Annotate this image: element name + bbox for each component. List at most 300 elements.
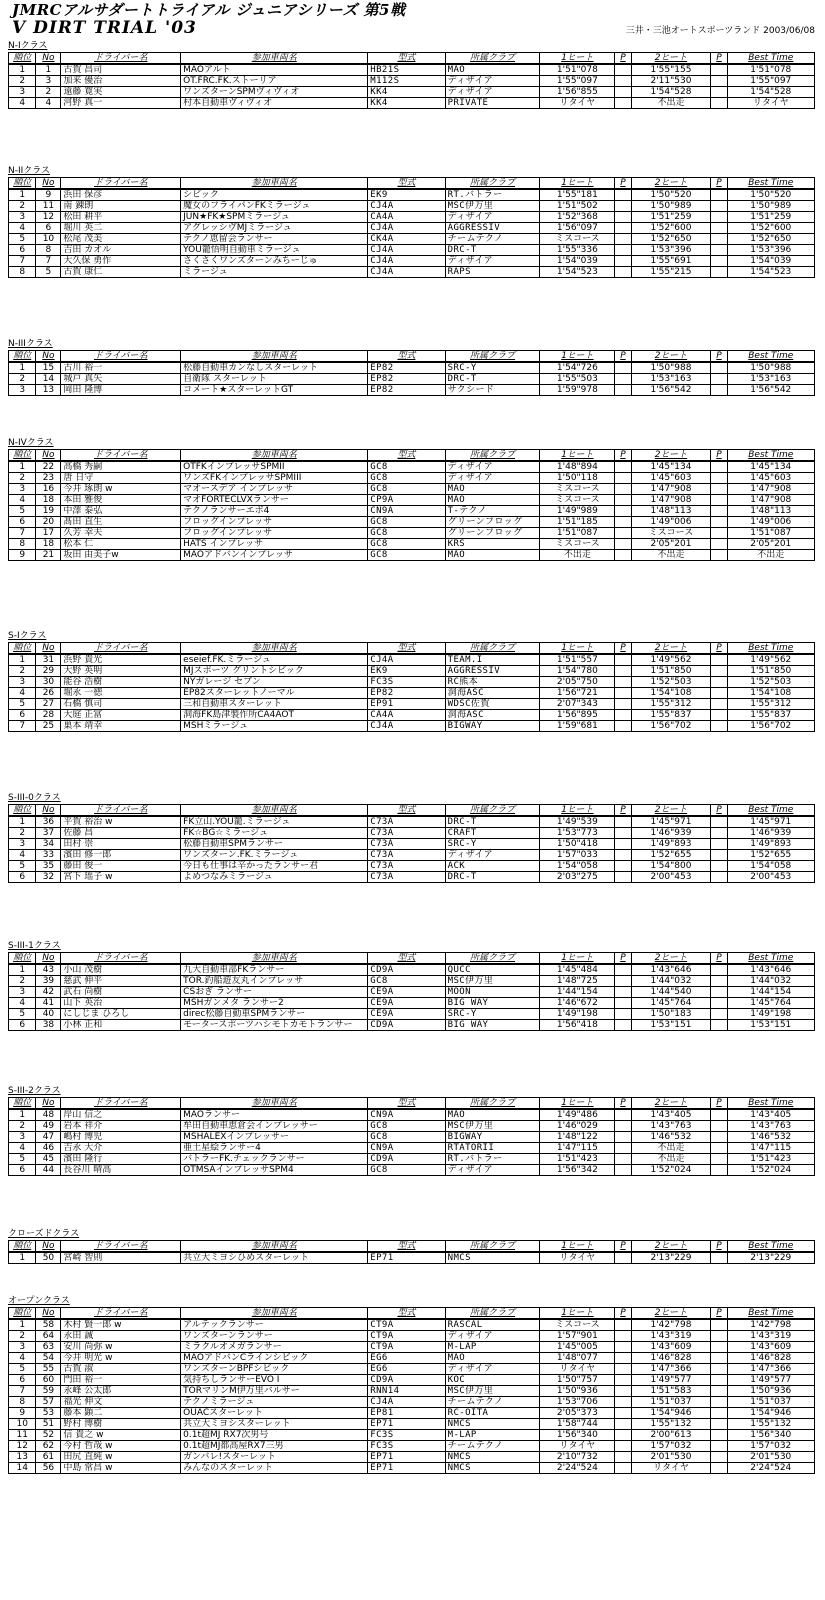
cell-club: BIG WAY xyxy=(445,998,540,1009)
cell-driver: 古賀 康仁 xyxy=(61,267,181,278)
cell-penalty1 xyxy=(615,539,631,550)
cell-best-time: 1'50"988 xyxy=(727,362,814,374)
cell-model: EP82 xyxy=(368,374,445,385)
table-row xyxy=(9,666,815,677)
cell-penalty1 xyxy=(615,1009,631,1020)
cell-rank: 5 xyxy=(9,1154,36,1165)
cell-heat2: ミスコース xyxy=(631,528,711,539)
column-header-club: 所属クラブ xyxy=(445,805,540,817)
cell-heat1: 1'44"154 xyxy=(540,987,615,998)
cell-car: direc松藤自動車SPMランサー xyxy=(181,1009,368,1020)
cell-model: CJ4A xyxy=(368,223,445,234)
table-row xyxy=(9,87,815,98)
cell-heat1: 1'50"418 xyxy=(540,839,615,850)
cell-car: 共立大ミヨシひめスターレット xyxy=(181,1252,368,1264)
table-row xyxy=(9,484,815,495)
cell-driver: 安川 尚弥 w xyxy=(61,1342,181,1353)
cell-penalty2 xyxy=(711,1009,727,1020)
cell-heat2: 1'44"032 xyxy=(631,976,711,987)
cell-penalty2 xyxy=(711,362,727,374)
cell-model: C73A xyxy=(368,850,445,861)
cell-penalty1 xyxy=(615,828,631,839)
cell-penalty2 xyxy=(711,850,727,861)
cell-penalty2 xyxy=(711,1109,727,1121)
cell-best-time: 1'54"039 xyxy=(727,256,814,267)
column-header-no: No xyxy=(36,351,61,363)
cell-model: CK4A xyxy=(368,234,445,245)
column-header-penalty2: P xyxy=(711,953,727,965)
cell-model: EP82 xyxy=(368,385,445,396)
cell-penalty1 xyxy=(615,267,631,278)
cell-heat2: 2'13"229 xyxy=(631,1252,711,1264)
cell-penalty2 xyxy=(711,688,727,699)
cell-no: 48 xyxy=(36,1109,61,1121)
column-header-best-time: Best Time xyxy=(727,450,814,462)
column-header-best-time: Best Time xyxy=(727,805,814,817)
cell-club: MSC伊万里 xyxy=(445,1386,540,1397)
cell-rank: 1 xyxy=(9,362,36,374)
cell-car: 0.1t超MJ RX7次男号 xyxy=(181,1430,368,1441)
cell-rank: 5 xyxy=(9,1009,36,1020)
column-header-model: 型式 xyxy=(368,53,445,65)
column-header-heat1: 1ヒート xyxy=(540,351,615,363)
cell-penalty2 xyxy=(711,1408,727,1419)
cell-best-time: 1'54"946 xyxy=(727,1408,814,1419)
cell-rank: 4 xyxy=(9,98,36,109)
cell-rank: 3 xyxy=(9,1132,36,1143)
cell-model: CD9A xyxy=(368,1020,445,1031)
cell-heat2: 1'44"540 xyxy=(631,987,711,998)
table-row xyxy=(9,1121,815,1132)
cell-driver: 宮下 瑶子 w xyxy=(61,872,181,883)
cell-driver: 本田 雅俊 xyxy=(61,495,181,506)
cell-rank: 6 xyxy=(9,245,36,256)
cell-penalty1 xyxy=(615,1463,631,1474)
cell-club: NMCS xyxy=(445,1452,540,1463)
cell-driver: 信 貴之 w xyxy=(61,1430,181,1441)
cell-club: DRC-T xyxy=(445,245,540,256)
cell-penalty2 xyxy=(711,539,727,550)
cell-rank: 4 xyxy=(9,998,36,1009)
cell-rank: 6 xyxy=(9,1375,36,1386)
cell-car: ガンバレ!スターレット xyxy=(181,1452,368,1463)
column-header-club: 所属クラブ xyxy=(445,178,540,190)
column-header-penalty1: P xyxy=(615,805,631,817)
table-row xyxy=(9,1375,815,1386)
column-header-model: 型式 xyxy=(368,1241,445,1253)
cell-no: 29 xyxy=(36,666,61,677)
cell-driver: 巣本 靖幸 xyxy=(61,721,181,732)
cell-no: 12 xyxy=(36,212,61,223)
column-header-penalty1: P xyxy=(615,178,631,190)
cell-penalty1 xyxy=(615,245,631,256)
cell-model: CE9A xyxy=(368,987,445,998)
cell-driver: 今井 琢朗 w xyxy=(61,484,181,495)
cell-heat1: 2'05"750 xyxy=(540,677,615,688)
cell-penalty2 xyxy=(711,1143,727,1154)
cell-best-time: 1'51"423 xyxy=(727,1154,814,1165)
cell-no: 34 xyxy=(36,839,61,850)
cell-penalty2 xyxy=(711,223,727,234)
cell-driver: 松尾 茂美 xyxy=(61,234,181,245)
cell-driver: 佐藤 昌 xyxy=(61,828,181,839)
cell-rank: 3 xyxy=(9,484,36,495)
cell-best-time: 1'49"562 xyxy=(727,654,814,666)
cell-best-time: 1'49"198 xyxy=(727,1009,814,1020)
cell-driver: 今村 哲哉 w xyxy=(61,1441,181,1452)
column-header-rank: 順位 xyxy=(9,1098,36,1110)
cell-heat1: 1'55"336 xyxy=(540,245,615,256)
cell-club: BIG WAY xyxy=(445,1020,540,1031)
cell-club: KRS xyxy=(445,539,540,550)
cell-car: 三和自動車スターレット xyxy=(181,699,368,710)
results-table xyxy=(8,804,815,883)
table-row xyxy=(9,1342,815,1353)
cell-model: FC3S xyxy=(368,1441,445,1452)
cell-heat1: リタイヤ xyxy=(540,1364,615,1375)
cell-rank: 5 xyxy=(9,234,36,245)
column-header-penalty1: P xyxy=(615,1241,631,1253)
cell-no: 14 xyxy=(36,374,61,385)
cell-driver: 武石 尚樹 xyxy=(61,987,181,998)
cell-penalty1 xyxy=(615,976,631,987)
column-header-heat1: 1ヒート xyxy=(540,1308,615,1320)
column-header-rank: 順位 xyxy=(9,178,36,190)
column-header-penalty1: P xyxy=(615,643,631,655)
cell-rank: 2 xyxy=(9,1331,36,1342)
cell-heat2: 1'54"108 xyxy=(631,688,711,699)
cell-model: EP71 xyxy=(368,1463,445,1474)
cell-rank: 6 xyxy=(9,872,36,883)
cell-club: RT.バトラー xyxy=(445,1154,540,1165)
column-header-best-time: Best Time xyxy=(727,53,814,65)
cell-rank: 2 xyxy=(9,76,36,87)
cell-heat2: 1'55"837 xyxy=(631,710,711,721)
header-row xyxy=(9,351,815,363)
table-row xyxy=(9,1319,815,1331)
cell-car: アグレッシヴMJミラージュ xyxy=(181,223,368,234)
cell-heat1: 1'56"097 xyxy=(540,223,615,234)
cell-penalty1 xyxy=(615,1020,631,1031)
cell-heat2: リタイヤ xyxy=(631,1463,711,1474)
table-row xyxy=(9,1408,815,1419)
cell-car: CSおぎ ランサー xyxy=(181,987,368,998)
cell-club: ディザイア xyxy=(445,212,540,223)
cell-heat1: 1'54"780 xyxy=(540,666,615,677)
cell-rank: 14 xyxy=(9,1463,36,1474)
column-header-heat2: 2ヒート xyxy=(631,1098,711,1110)
column-header-heat1: 1ヒート xyxy=(540,1241,615,1253)
cell-heat2: 1'49"562 xyxy=(631,654,711,666)
cell-heat1: 2'03"275 xyxy=(540,872,615,883)
cell-driver: 平賀 裕治 w xyxy=(61,816,181,828)
cell-penalty1 xyxy=(615,223,631,234)
cell-heat2: 1'50"183 xyxy=(631,1009,711,1020)
cell-no: 35 xyxy=(36,861,61,872)
cell-heat2: 1'52"650 xyxy=(631,234,711,245)
cell-heat2: 1'43"763 xyxy=(631,1121,711,1132)
cell-best-time: 1'54"523 xyxy=(727,267,814,278)
cell-best-time: 2'01"530 xyxy=(727,1452,814,1463)
cell-best-time: 1'52"503 xyxy=(727,677,814,688)
table-row xyxy=(9,816,815,828)
cell-no: 25 xyxy=(36,721,61,732)
table-row xyxy=(9,710,815,721)
cell-car: 九大自動車部FKランサー xyxy=(181,964,368,976)
cell-penalty2 xyxy=(711,234,727,245)
cell-club: ディザイア xyxy=(445,850,540,861)
cell-model: RNN14 xyxy=(368,1386,445,1397)
cell-no: 16 xyxy=(36,484,61,495)
cell-car: ミラージュ xyxy=(181,267,368,278)
cell-heat1: 1'52"368 xyxy=(540,212,615,223)
cell-no: 59 xyxy=(36,1386,61,1397)
cell-rank: 3 xyxy=(9,677,36,688)
cell-heat2: 1'50"520 xyxy=(631,189,711,201)
results-table xyxy=(8,1307,815,1474)
cell-penalty2 xyxy=(711,98,727,109)
cell-driver: 南 錬朗 xyxy=(61,201,181,212)
cell-best-time: 不出走 xyxy=(727,550,814,561)
table-row xyxy=(9,189,815,201)
cell-model: GC8 xyxy=(368,1165,445,1176)
column-header-no: No xyxy=(36,643,61,655)
cell-heat2: 1'52"503 xyxy=(631,677,711,688)
cell-best-time: 1'43"319 xyxy=(727,1331,814,1342)
cell-car: テクノ恵留会ランサー xyxy=(181,234,368,245)
cell-rank: 6 xyxy=(9,1165,36,1176)
column-header-club: 所属クラブ xyxy=(445,1098,540,1110)
column-header-driver: ドライバー名 xyxy=(61,450,181,462)
cell-model: EP82 xyxy=(368,362,445,374)
cell-club: T-テクノ xyxy=(445,506,540,517)
cell-heat2: 2'00"613 xyxy=(631,1430,711,1441)
cell-driver: 加来 優治 xyxy=(61,76,181,87)
cell-heat1: 2'10"732 xyxy=(540,1452,615,1463)
cell-penalty1 xyxy=(615,710,631,721)
cell-model: C73A xyxy=(368,828,445,839)
cell-car: OT.FRC.FK.ストーリア xyxy=(181,76,368,87)
column-header-car: 参加車両名 xyxy=(181,351,368,363)
cell-driver: 田尻 直純 w xyxy=(61,1452,181,1463)
cell-best-time: 1'45"764 xyxy=(727,998,814,1009)
cell-car: EP82スターレットノーマル xyxy=(181,688,368,699)
cell-best-time: 1'46"828 xyxy=(727,1353,814,1364)
cell-car: YOU籠悟明自動車ミラージュ xyxy=(181,245,368,256)
column-header-heat1: 1ヒート xyxy=(540,53,615,65)
cell-driver: 城戸 真矢 xyxy=(61,374,181,385)
cell-car: バトラーFK.チェックランサー xyxy=(181,1154,368,1165)
cell-penalty2 xyxy=(711,964,727,976)
cell-penalty2 xyxy=(711,245,727,256)
cell-heat2: 不出走 xyxy=(631,98,711,109)
cell-model: GC8 xyxy=(368,539,445,550)
cell-penalty2 xyxy=(711,461,727,473)
table-row xyxy=(9,201,815,212)
cell-heat2: 1'55"215 xyxy=(631,267,711,278)
column-header-driver: ドライバー名 xyxy=(61,1308,181,1320)
cell-no: 54 xyxy=(36,1353,61,1364)
column-header-car: 参加車両名 xyxy=(181,1241,368,1253)
table-row xyxy=(9,374,815,385)
column-header-driver: ドライバー名 xyxy=(61,351,181,363)
cell-driver: 石橋 慎司 xyxy=(61,699,181,710)
cell-driver: 濱田 修一郎 xyxy=(61,850,181,861)
cell-best-time: 1'53"163 xyxy=(727,374,814,385)
cell-car: MAOアドバンインプレッサ xyxy=(181,550,368,561)
cell-penalty1 xyxy=(615,872,631,883)
column-header-best-time: Best Time xyxy=(727,1241,814,1253)
cell-heat1: 1'57"033 xyxy=(540,850,615,861)
cell-rank: 2 xyxy=(9,1121,36,1132)
column-header-driver: ドライバー名 xyxy=(61,1241,181,1253)
cell-heat2: 1'51"583 xyxy=(631,1386,711,1397)
class-title: S-III-2クラス xyxy=(8,1086,61,1096)
cell-model: KK4 xyxy=(368,87,445,98)
cell-driver: 長谷川 晴高 xyxy=(61,1165,181,1176)
cell-penalty2 xyxy=(711,1331,727,1342)
column-header-penalty1: P xyxy=(615,53,631,65)
table-row xyxy=(9,1132,815,1143)
cell-heat1: 1'49"989 xyxy=(540,506,615,517)
cell-car: さくさくワンズターンみちーじゅ xyxy=(181,256,368,267)
cell-model: KK4 xyxy=(368,98,445,109)
table-row xyxy=(9,828,815,839)
cell-best-time: 1'47"908 xyxy=(727,495,814,506)
cell-rank: 1 xyxy=(9,1252,36,1264)
cell-penalty2 xyxy=(711,473,727,484)
column-header-car: 参加車両名 xyxy=(181,450,368,462)
cell-penalty1 xyxy=(615,1419,631,1430)
cell-club: MAO xyxy=(445,484,540,495)
cell-no: 26 xyxy=(36,688,61,699)
cell-club: グリーンフロッグ xyxy=(445,517,540,528)
header-row xyxy=(9,53,815,65)
cell-car: TOR.釣船遊友丸インプレッサ xyxy=(181,976,368,987)
cell-heat2: 1'45"764 xyxy=(631,998,711,1009)
cell-heat2: 不出走 xyxy=(631,1154,711,1165)
cell-model: CE9A xyxy=(368,1009,445,1020)
cell-driver: 永峰 公太郎 xyxy=(61,1386,181,1397)
cell-rank: 7 xyxy=(9,721,36,732)
cell-rank: 3 xyxy=(9,87,36,98)
cell-heat1: 1'51"185 xyxy=(540,517,615,528)
cell-heat2: 2'00"453 xyxy=(631,872,711,883)
cell-driver: 遠藤 寛実 xyxy=(61,87,181,98)
cell-rank: 4 xyxy=(9,1143,36,1154)
cell-model: CJ4A xyxy=(368,654,445,666)
column-header-heat2: 2ヒート xyxy=(631,953,711,965)
cell-heat1: 1'51"423 xyxy=(540,1154,615,1165)
cell-heat1: 1'54"523 xyxy=(540,267,615,278)
cell-rank: 1 xyxy=(9,1319,36,1331)
cell-penalty1 xyxy=(615,98,631,109)
cell-driver: 大庭 正富 xyxy=(61,710,181,721)
cell-penalty1 xyxy=(615,987,631,998)
cell-club: RC熊本 xyxy=(445,677,540,688)
cell-club: MAO xyxy=(445,64,540,76)
cell-penalty2 xyxy=(711,201,727,212)
cell-no: 13 xyxy=(36,385,61,396)
cell-no: 9 xyxy=(36,189,61,201)
cell-penalty2 xyxy=(711,256,727,267)
cell-club: RASCAL xyxy=(445,1319,540,1331)
cell-model: GC8 xyxy=(368,550,445,561)
cell-penalty1 xyxy=(615,234,631,245)
cell-best-time: 1'49"006 xyxy=(727,517,814,528)
cell-heat1: 1'51"502 xyxy=(540,201,615,212)
cell-rank: 9 xyxy=(9,550,36,561)
cell-car: ワンズターンSPMヴィヴィオ xyxy=(181,87,368,98)
class-section xyxy=(8,940,815,1031)
cell-rank: 1 xyxy=(9,816,36,828)
cell-club: NMCS xyxy=(445,1252,540,1264)
cell-heat1: 2'07"343 xyxy=(540,699,615,710)
table-row xyxy=(9,461,815,473)
cell-penalty2 xyxy=(711,699,727,710)
header-row xyxy=(9,805,815,817)
cell-model: CN9A xyxy=(368,1109,445,1121)
series-title: JMRCアルサダートトライアル ジュニアシリーズ 第5戦 xyxy=(12,1,406,19)
cell-model: M112S xyxy=(368,76,445,87)
cell-model: GC8 xyxy=(368,461,445,473)
cell-model: CA4A xyxy=(368,710,445,721)
cell-club: RT.バトラー xyxy=(445,189,540,201)
cell-penalty2 xyxy=(711,816,727,828)
cell-penalty1 xyxy=(615,1154,631,1165)
cell-rank: 1 xyxy=(9,964,36,976)
class-title: オープンクラス xyxy=(8,1296,70,1306)
cell-heat2: 1'50"989 xyxy=(631,201,711,212)
cell-penalty1 xyxy=(615,362,631,374)
cell-club: CRAFT xyxy=(445,828,540,839)
cell-penalty1 xyxy=(615,189,631,201)
table-row xyxy=(9,539,815,550)
cell-no: 7 xyxy=(36,256,61,267)
cell-penalty2 xyxy=(711,495,727,506)
cell-driver: 藤田 俊一 xyxy=(61,861,181,872)
cell-penalty1 xyxy=(615,1331,631,1342)
cell-penalty1 xyxy=(615,374,631,385)
cell-club: RAPS xyxy=(445,267,540,278)
cell-model: CT9A xyxy=(368,1331,445,1342)
cell-best-time: リタイヤ xyxy=(727,98,814,109)
column-header-heat1: 1ヒート xyxy=(540,805,615,817)
cell-club: ディザイア xyxy=(445,473,540,484)
cell-rank: 3 xyxy=(9,385,36,396)
cell-car: OUACスターレット xyxy=(181,1408,368,1419)
cell-rank: 7 xyxy=(9,1386,36,1397)
cell-heat1: 1'48"122 xyxy=(540,1132,615,1143)
column-header-model: 型式 xyxy=(368,953,445,965)
table-row xyxy=(9,1143,815,1154)
cell-club: 洞海ASC xyxy=(445,710,540,721)
class-title: N-IIIクラス xyxy=(8,339,53,349)
cell-penalty1 xyxy=(615,964,631,976)
cell-penalty1 xyxy=(615,861,631,872)
cell-model: C73A xyxy=(368,872,445,883)
column-header-car: 参加車両名 xyxy=(181,1308,368,1320)
cell-driver: 髙田 直生 xyxy=(61,517,181,528)
cell-car: MSHALEXインプレッサー xyxy=(181,1132,368,1143)
cell-club: BIGWAY xyxy=(445,1132,540,1143)
cell-rank: 7 xyxy=(9,528,36,539)
cell-no: 60 xyxy=(36,1375,61,1386)
cell-penalty1 xyxy=(615,1364,631,1375)
cell-model: C73A xyxy=(368,816,445,828)
cell-no: 3 xyxy=(36,76,61,87)
class-section xyxy=(8,630,815,732)
